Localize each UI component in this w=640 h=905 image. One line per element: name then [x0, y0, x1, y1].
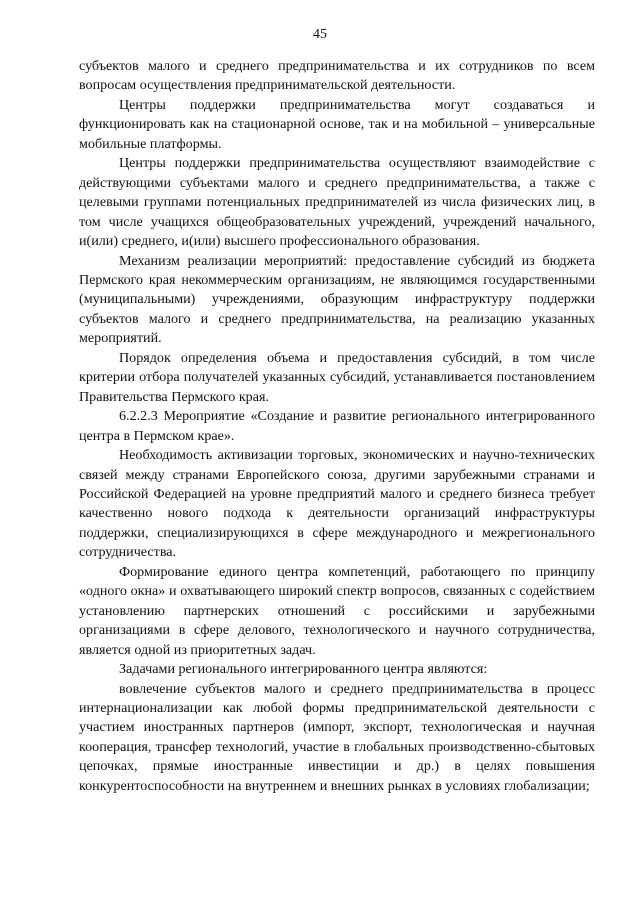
paragraph: Центры поддержки предпринимательства осуществляют взаимодействие с действующими субъектами малого и среднего предпринимательства, а также с целевыми группами потенциальных предпринимателей из числа физических лиц, в том числе учащихся общеобразовательных учреждений, учреждений начального, и(или) среднего, и(или) высшего профессионального образования. — [79, 155, 595, 250]
paragraph: субъектов малого и среднего предпринимательства и их сотрудников по всем вопросам осуществления предпринимательской деятельности. — [79, 58, 595, 94]
paragraph: Центры поддержки предпринимательства могут создаваться и функционировать как на стационарной основе, так и на мобильной – универсальные мобильные платформы. — [79, 96, 595, 152]
document-body — [79, 57, 595, 796]
paragraph: вовлечение субъектов малого и среднего предпринимательства в процесс интернационализации как любой формы предпринимательской деятельности с участием иностранных партнеров (импорт, экспорт, технологическая и научная кооперация, трансфер технологий, участие в глобальных производственно-сбытовых цепочках, прямые иностранные инвестиции и др.) в целях повышения конкурентоспособности на внутреннем и внешних рынках в условиях глобализации; — [79, 680, 595, 794]
paragraph: Механизм реализации мероприятий: предоставление субсидий из бюджета Пермского края некоммерческим организациям, не являющимся государственными (муниципальными) учреждениями, образующим инфраструктуру поддержки субъектов малого и среднего предпринимательства, на реализацию указанных мероприятий. — [79, 252, 595, 347]
paragraph: Необходимость активизации торговых, экономических и научно-технических связей между странами Европейского союза, другими зарубежными странами и Российской Федерацией на уровне предприятий малого и среднего бизнеса требует качественно нового подхода к деятельности организаций инфраструктуры поддержки, специализирующихся в сфере международного и межрегионального сотрудничества. — [79, 447, 595, 561]
paragraph: 6.2.2.3 Мероприятие «Создание и развитие регионального интегрированного центра в Пермском крае». — [79, 408, 595, 444]
paragraph: Формирование единого центра компетенций, работающего по принципу «одного окна» и охватывающего широкий спектр вопросов, связанных с содействием установлению партнерских отношений с российскими и зарубежными организациями в сфере делового, технологического и научного сотрудничества, является одной из приоритетных задач. — [79, 563, 595, 658]
paragraph: Порядок определения объема и предоставления субсидий, в том числе критерии отбора получателей указанных субсидий, устанавливается постановлением Правительства Пермского края. — [79, 349, 595, 405]
paragraph: Задачами регионального интегрированного центра являются: — [119, 661, 488, 678]
page-number: 45 — [313, 27, 327, 42]
